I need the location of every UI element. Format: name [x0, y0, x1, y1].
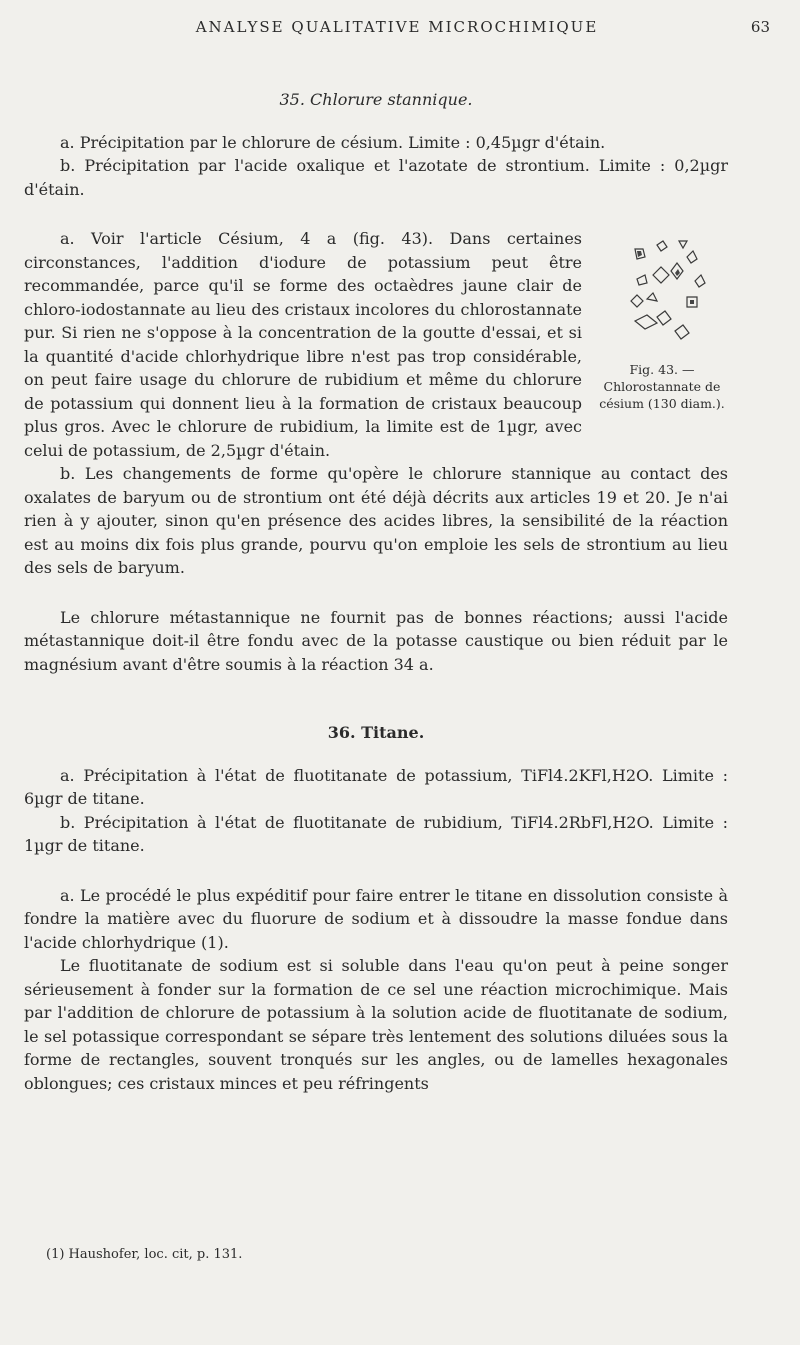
s36-method-a: a. Précipitation à l'état de fluotitanate de potassium, TiFl4.2KFl,H2O. Limite : 6µgr de titane. [24, 765, 728, 808]
header-title: ANALYSE QUALITATIVE MICROCHIMIQUE [195, 18, 599, 36]
page-number: 63 [750, 18, 770, 36]
running-header [24, 18, 770, 40]
s35-text-a: a. Voir l'article Césium, 4 a (fig. 43). Dans certaines circonstances, l'addition d'iodure de potassium peut être recommandée, parce qu'il se forme des octaèdres jaune clair de chloro-iodostannate au lieu des cristaux incolores du chlorostannate pur. Si rien ne s'oppose à la concentration de la goutte d'essai, et si la quantité d'acide chlorhydrique libre n'est pas trop considérable, on peut faire usage du chlorure de rubidium et même du chlorure de potassium qui donnent lieu à la formation de cristaux beaucoup plus gros. Avec le chlorure de rubidium, la limite est de 1µgr, avec celui de potassium, de 2,5µgr d'étain. [24, 229, 582, 460]
figure-43 [596, 235, 728, 412]
s36-paragraph-2: Le fluotitanate de sodium est si soluble dans l'eau qu'on peut à peine songer sérieusement à fonder sur la formation de ce sel une réaction microchimique. Mais par l'addition de chlorure de potassium à la solution acide de fluotitanate de sodium, le sel potassique correspondant se sépare très lentement des solutions diluées sous la forme de rectangles, souvent tronqués sur les angles, ou de lamelles hexagonales oblongues; ces cristaux minces et peu réfringents [24, 956, 728, 1093]
s35-method-a: a. Précipitation par le chlorure de césium. Limite : 0,45µgr d'étain. [60, 132, 606, 152]
figure-caption: Fig. 43. — Chlorostannate de césium (130 diam.). [599, 362, 725, 411]
section-35-title: 35. Chlorure stannique. [279, 90, 473, 109]
footnote: (1) Haushofer, loc. cit, p. 131. [46, 1247, 243, 1262]
main-text [24, 88, 728, 1095]
crystals-illustration [617, 235, 707, 355]
section-36-title: 36. Titane. [327, 723, 425, 742]
s35-text-b: b. Les changements de forme qu'opère le chlorure stannique au contact des oxalates de baryum ou de strontium ont été déjà décrits aux articles 19 et 20. Je n'ai rien à y ajouter, sinon qu'en présence des acides libres, la sensibilité de la réaction est au moins dix fois plus grande, pourvu qu'on emploie les sels de strontium au lieu des sels de baryum. [24, 464, 728, 577]
s36-text-a: a. Le procédé le plus expéditif pour faire entrer le titane en dissolution consiste à fondre la matière avec du fluorure de sodium et à dissoudre la masse fondue dans l'acide chlorhydrique (1). [24, 885, 728, 952]
s35-metastannique: Le chlorure métastannique ne fournit pas de bonnes réactions; aussi l'acide métastannique doit-il être fondu avec de la potasse caustique ou bien réduit par le magnésium avant d'être soumis à la réaction 34 a. [24, 607, 728, 674]
s36-method-b: b. Précipitation à l'état de fluotitanate de rubidium, TiFl4.2RbFl,H2O. Limite : 1µgr de titane. [24, 812, 728, 855]
s35-method-b: b. Précipitation par l'acide oxalique et l'azotate de strontium. Limite : 0,2µgr d'étain. [24, 156, 728, 199]
